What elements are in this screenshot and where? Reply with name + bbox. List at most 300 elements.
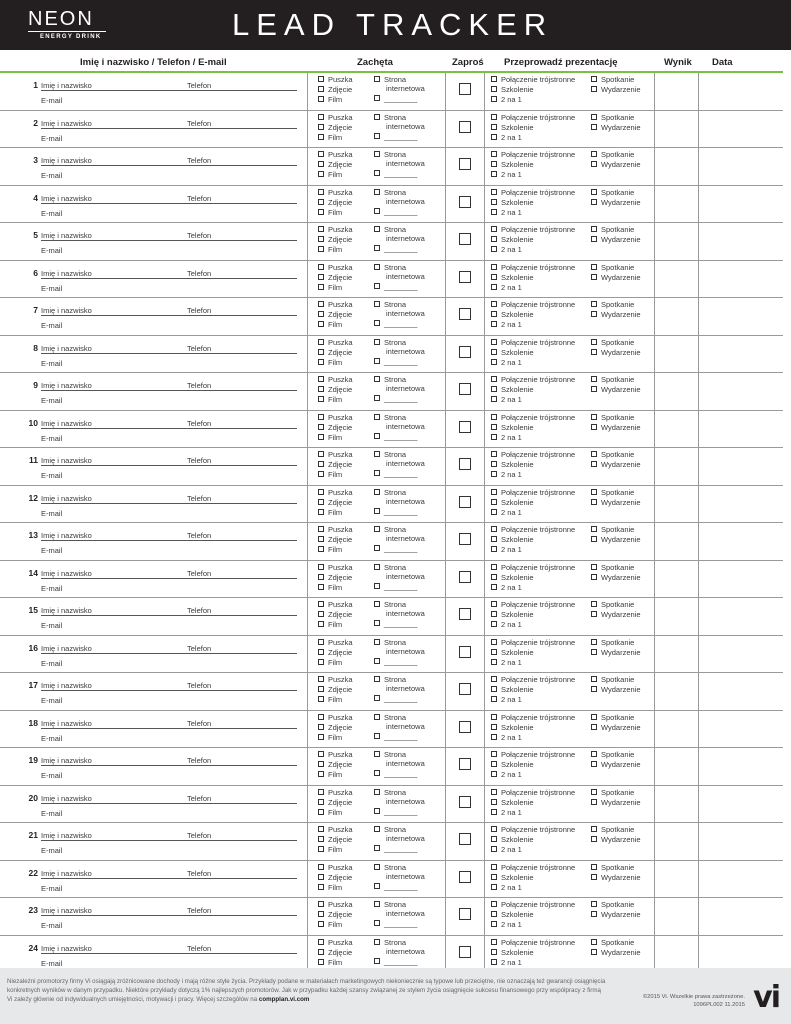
checkbox[interactable] — [491, 151, 497, 157]
option-szkolenie[interactable]: Szkolenie — [491, 873, 534, 882]
option-strona[interactable]: Strona — [374, 938, 406, 947]
option-other[interactable]: ________ — [374, 469, 417, 478]
checkbox[interactable] — [374, 733, 380, 739]
option-2na1[interactable]: 2 na 1 — [491, 133, 522, 142]
option-puszka[interactable]: Puszka — [318, 188, 353, 197]
checkbox[interactable] — [491, 386, 497, 392]
option-polaczenie[interactable]: Połączenie trójstronne — [491, 900, 575, 909]
checkbox[interactable] — [491, 686, 497, 692]
option-film[interactable]: Film — [318, 845, 342, 854]
checkbox[interactable] — [491, 526, 497, 532]
option-polaczenie[interactable]: Połączenie trójstronne — [491, 525, 575, 534]
checkbox[interactable] — [491, 751, 497, 757]
checkbox[interactable] — [374, 301, 380, 307]
option-puszka[interactable]: Puszka — [318, 450, 353, 459]
checkbox[interactable] — [491, 836, 497, 842]
option-puszka[interactable]: Puszka — [318, 338, 353, 347]
option-puszka[interactable]: Puszka — [318, 563, 353, 572]
checkbox[interactable] — [374, 489, 380, 495]
option-szkolenie[interactable]: Szkolenie — [491, 423, 534, 432]
invite-checkbox[interactable] — [459, 721, 471, 733]
checkbox[interactable] — [374, 770, 380, 776]
option-puszka[interactable]: Puszka — [318, 675, 353, 684]
option-other[interactable]: ________ — [374, 844, 417, 853]
option-other[interactable]: ________ — [374, 919, 417, 928]
option-szkolenie[interactable]: Szkolenie — [491, 648, 534, 657]
name-phone-line[interactable] — [41, 540, 297, 541]
option-other[interactable]: ________ — [374, 94, 417, 103]
checkbox[interactable] — [591, 499, 597, 505]
option-2na1[interactable]: 2 na 1 — [491, 170, 522, 179]
checkbox[interactable] — [491, 884, 497, 890]
option-spotkanie[interactable]: Spotkanie — [591, 600, 634, 609]
checkbox[interactable] — [491, 564, 497, 570]
option-other[interactable]: ________ — [374, 357, 417, 366]
invite-checkbox[interactable] — [459, 383, 471, 395]
checkbox[interactable] — [491, 659, 497, 665]
option-other[interactable]: ________ — [374, 882, 417, 891]
checkbox[interactable] — [491, 424, 497, 430]
option-polaczenie[interactable]: Połączenie trójstronne — [491, 563, 575, 572]
name-phone-line[interactable] — [41, 90, 297, 91]
checkbox[interactable] — [491, 846, 497, 852]
checkbox[interactable] — [318, 301, 324, 307]
checkbox[interactable] — [491, 396, 497, 402]
checkbox[interactable] — [491, 949, 497, 955]
name-phone-line[interactable] — [41, 165, 297, 166]
option-wydarzenie[interactable]: Wydarzenie — [591, 610, 641, 619]
invite-checkbox[interactable] — [459, 158, 471, 170]
option-zdjecie[interactable]: Zdjęcie — [318, 273, 352, 282]
checkbox[interactable] — [491, 546, 497, 552]
option-2na1[interactable]: 2 na 1 — [491, 658, 522, 667]
checkbox[interactable] — [591, 611, 597, 617]
checkbox[interactable] — [318, 76, 324, 82]
option-2na1[interactable]: 2 na 1 — [491, 733, 522, 742]
option-wydarzenie[interactable]: Wydarzenie — [591, 948, 641, 957]
option-polaczenie[interactable]: Połączenie trójstronne — [491, 750, 575, 759]
checkbox[interactable] — [374, 189, 380, 195]
name-phone-line[interactable] — [41, 390, 297, 391]
option-puszka[interactable]: Puszka — [318, 900, 353, 909]
option-spotkanie[interactable]: Spotkanie — [591, 563, 634, 572]
option-zdjecie[interactable]: Zdjęcie — [318, 498, 352, 507]
option-spotkanie[interactable]: Spotkanie — [591, 788, 634, 797]
name-phone-line[interactable] — [41, 765, 297, 766]
checkbox[interactable] — [491, 246, 497, 252]
checkbox[interactable] — [491, 86, 497, 92]
checkbox[interactable] — [374, 864, 380, 870]
option-strona[interactable]: Strona — [374, 488, 406, 497]
checkbox[interactable] — [491, 911, 497, 917]
checkbox[interactable] — [318, 489, 324, 495]
option-szkolenie[interactable]: Szkolenie — [491, 85, 534, 94]
checkbox[interactable] — [318, 461, 324, 467]
option-film[interactable]: Film — [318, 583, 342, 592]
option-szkolenie[interactable]: Szkolenie — [491, 610, 534, 619]
invite-checkbox[interactable] — [459, 346, 471, 358]
name-phone-line[interactable] — [41, 840, 297, 841]
checkbox[interactable] — [491, 734, 497, 740]
option-wydarzenie[interactable]: Wydarzenie — [591, 423, 641, 432]
checkbox[interactable] — [374, 283, 380, 289]
option-puszka[interactable]: Puszka — [318, 263, 353, 272]
option-film[interactable]: Film — [318, 133, 342, 142]
checkbox[interactable] — [374, 564, 380, 570]
invite-checkbox[interactable] — [459, 758, 471, 770]
checkbox[interactable] — [491, 114, 497, 120]
checkbox[interactable] — [491, 901, 497, 907]
checkbox[interactable] — [591, 414, 597, 420]
option-szkolenie[interactable]: Szkolenie — [491, 273, 534, 282]
checkbox[interactable] — [318, 799, 324, 805]
option-wydarzenie[interactable]: Wydarzenie — [591, 85, 641, 94]
checkbox[interactable] — [491, 649, 497, 655]
checkbox[interactable] — [591, 751, 597, 757]
checkbox[interactable] — [318, 959, 324, 965]
option-other[interactable]: ________ — [374, 657, 417, 666]
invite-checkbox[interactable] — [459, 833, 471, 845]
checkbox[interactable] — [318, 236, 324, 242]
invite-checkbox[interactable] — [459, 608, 471, 620]
option-polaczenie[interactable]: Połączenie trójstronne — [491, 375, 575, 384]
option-polaczenie[interactable]: Połączenie trójstronne — [491, 863, 575, 872]
option-other[interactable]: ________ — [374, 169, 417, 178]
checkbox[interactable] — [591, 301, 597, 307]
option-szkolenie[interactable]: Szkolenie — [491, 160, 534, 169]
checkbox[interactable] — [318, 911, 324, 917]
checkbox[interactable] — [491, 414, 497, 420]
checkbox[interactable] — [374, 151, 380, 157]
checkbox[interactable] — [491, 171, 497, 177]
checkbox[interactable] — [318, 209, 324, 215]
checkbox[interactable] — [374, 639, 380, 645]
option-strona[interactable]: Strona — [374, 75, 406, 84]
option-2na1[interactable]: 2 na 1 — [491, 845, 522, 854]
checkbox[interactable] — [318, 826, 324, 832]
option-puszka[interactable]: Puszka — [318, 638, 353, 647]
option-puszka[interactable]: Puszka — [318, 75, 353, 84]
checkbox[interactable] — [318, 246, 324, 252]
checkbox[interactable] — [374, 695, 380, 701]
checkbox[interactable] — [591, 114, 597, 120]
checkbox[interactable] — [374, 939, 380, 945]
option-puszka[interactable]: Puszka — [318, 750, 353, 759]
checkbox[interactable] — [318, 171, 324, 177]
option-spotkanie[interactable]: Spotkanie — [591, 188, 634, 197]
option-szkolenie[interactable]: Szkolenie — [491, 535, 534, 544]
checkbox[interactable] — [491, 359, 497, 365]
option-other[interactable]: ________ — [374, 694, 417, 703]
option-spotkanie[interactable]: Spotkanie — [591, 338, 634, 347]
option-other[interactable]: ________ — [374, 807, 417, 816]
checkbox[interactable] — [318, 789, 324, 795]
checkbox[interactable] — [318, 639, 324, 645]
checkbox[interactable] — [318, 771, 324, 777]
option-szkolenie[interactable]: Szkolenie — [491, 348, 534, 357]
option-zdjecie[interactable]: Zdjęcie — [318, 948, 352, 957]
option-strona[interactable]: Strona — [374, 750, 406, 759]
checkbox[interactable] — [318, 359, 324, 365]
checkbox[interactable] — [491, 864, 497, 870]
option-polaczenie[interactable]: Połączenie trójstronne — [491, 488, 575, 497]
checkbox[interactable] — [318, 564, 324, 570]
checkbox[interactable] — [318, 114, 324, 120]
checkbox[interactable] — [374, 526, 380, 532]
checkbox[interactable] — [591, 574, 597, 580]
checkbox[interactable] — [318, 264, 324, 270]
checkbox[interactable] — [591, 799, 597, 805]
option-strona[interactable]: Strona — [374, 263, 406, 272]
checkbox[interactable] — [318, 846, 324, 852]
option-film[interactable]: Film — [318, 770, 342, 779]
option-film[interactable]: Film — [318, 95, 342, 104]
option-film[interactable]: Film — [318, 395, 342, 404]
checkbox[interactable] — [491, 499, 497, 505]
checkbox[interactable] — [374, 883, 380, 889]
option-strona[interactable]: Strona — [374, 300, 406, 309]
name-phone-line[interactable] — [41, 278, 297, 279]
checkbox[interactable] — [318, 86, 324, 92]
checkbox[interactable] — [491, 584, 497, 590]
option-puszka[interactable]: Puszka — [318, 825, 353, 834]
checkbox[interactable] — [591, 686, 597, 692]
option-zdjecie[interactable]: Zdjęcie — [318, 910, 352, 919]
option-polaczenie[interactable]: Połączenie trójstronne — [491, 938, 575, 947]
checkbox[interactable] — [491, 321, 497, 327]
option-2na1[interactable]: 2 na 1 — [491, 508, 522, 517]
checkbox[interactable] — [591, 901, 597, 907]
checkbox[interactable] — [318, 949, 324, 955]
option-spotkanie[interactable]: Spotkanie — [591, 450, 634, 459]
checkbox[interactable] — [374, 676, 380, 682]
checkbox[interactable] — [318, 386, 324, 392]
option-wydarzenie[interactable]: Wydarzenie — [591, 160, 641, 169]
option-other[interactable]: ________ — [374, 394, 417, 403]
checkbox[interactable] — [374, 658, 380, 664]
name-phone-line[interactable] — [41, 428, 297, 429]
checkbox[interactable] — [374, 226, 380, 232]
option-polaczenie[interactable]: Połączenie trójstronne — [491, 225, 575, 234]
option-strona[interactable]: Strona — [374, 225, 406, 234]
option-wydarzenie[interactable]: Wydarzenie — [591, 723, 641, 732]
option-2na1[interactable]: 2 na 1 — [491, 95, 522, 104]
checkbox[interactable] — [591, 461, 597, 467]
checkbox[interactable] — [374, 601, 380, 607]
option-2na1[interactable]: 2 na 1 — [491, 358, 522, 367]
checkbox[interactable] — [318, 311, 324, 317]
option-szkolenie[interactable]: Szkolenie — [491, 460, 534, 469]
checkbox[interactable] — [318, 189, 324, 195]
option-2na1[interactable]: 2 na 1 — [491, 920, 522, 929]
option-film[interactable]: Film — [318, 433, 342, 442]
checkbox[interactable] — [374, 808, 380, 814]
option-strona[interactable]: Strona — [374, 188, 406, 197]
checkbox[interactable] — [374, 545, 380, 551]
option-other[interactable]: ________ — [374, 432, 417, 441]
checkbox[interactable] — [591, 376, 597, 382]
checkbox[interactable] — [374, 451, 380, 457]
checkbox[interactable] — [491, 471, 497, 477]
name-phone-line[interactable] — [41, 128, 297, 129]
checkbox[interactable] — [591, 911, 597, 917]
checkbox[interactable] — [491, 209, 497, 215]
invite-checkbox[interactable] — [459, 308, 471, 320]
checkbox[interactable] — [374, 339, 380, 345]
option-2na1[interactable]: 2 na 1 — [491, 395, 522, 404]
option-puszka[interactable]: Puszka — [318, 300, 353, 309]
checkbox[interactable] — [374, 470, 380, 476]
checkbox[interactable] — [591, 789, 597, 795]
option-strona[interactable]: Strona — [374, 825, 406, 834]
option-2na1[interactable]: 2 na 1 — [491, 470, 522, 479]
checkbox[interactable] — [374, 751, 380, 757]
name-phone-line[interactable] — [41, 915, 297, 916]
option-zdjecie[interactable]: Zdjęcie — [318, 85, 352, 94]
checkbox[interactable] — [591, 386, 597, 392]
option-wydarzenie[interactable]: Wydarzenie — [591, 198, 641, 207]
checkbox[interactable] — [318, 884, 324, 890]
option-zdjecie[interactable]: Zdjęcie — [318, 760, 352, 769]
option-other[interactable]: ________ — [374, 544, 417, 553]
checkbox[interactable] — [318, 499, 324, 505]
option-zdjecie[interactable]: Zdjęcie — [318, 648, 352, 657]
option-zdjecie[interactable]: Zdjęcie — [318, 385, 352, 394]
checkbox[interactable] — [491, 696, 497, 702]
checkbox[interactable] — [491, 301, 497, 307]
checkbox[interactable] — [374, 714, 380, 720]
option-wydarzenie[interactable]: Wydarzenie — [591, 910, 641, 919]
option-2na1[interactable]: 2 na 1 — [491, 695, 522, 704]
checkbox[interactable] — [374, 95, 380, 101]
checkbox[interactable] — [491, 809, 497, 815]
checkbox[interactable] — [374, 414, 380, 420]
checkbox[interactable] — [491, 76, 497, 82]
invite-checkbox[interactable] — [459, 871, 471, 883]
name-phone-line[interactable] — [41, 615, 297, 616]
name-phone-line[interactable] — [41, 578, 297, 579]
option-szkolenie[interactable]: Szkolenie — [491, 498, 534, 507]
checkbox[interactable] — [318, 864, 324, 870]
option-wydarzenie[interactable]: Wydarzenie — [591, 460, 641, 469]
option-polaczenie[interactable]: Połączenie trójstronne — [491, 188, 575, 197]
option-film[interactable]: Film — [318, 545, 342, 554]
checkbox[interactable] — [374, 826, 380, 832]
option-zdjecie[interactable]: Zdjęcie — [318, 573, 352, 582]
option-polaczenie[interactable]: Połączenie trójstronne — [491, 638, 575, 647]
option-film[interactable]: Film — [318, 920, 342, 929]
checkbox[interactable] — [491, 826, 497, 832]
option-zdjecie[interactable]: Zdjęcie — [318, 235, 352, 244]
checkbox[interactable] — [591, 601, 597, 607]
option-film[interactable]: Film — [318, 170, 342, 179]
option-spotkanie[interactable]: Spotkanie — [591, 375, 634, 384]
checkbox[interactable] — [318, 724, 324, 730]
checkbox[interactable] — [318, 659, 324, 665]
checkbox[interactable] — [374, 433, 380, 439]
checkbox[interactable] — [491, 284, 497, 290]
checkbox[interactable] — [491, 349, 497, 355]
option-strona[interactable]: Strona — [374, 638, 406, 647]
checkbox[interactable] — [318, 901, 324, 907]
option-strona[interactable]: Strona — [374, 600, 406, 609]
checkbox[interactable] — [491, 226, 497, 232]
checkbox[interactable] — [491, 189, 497, 195]
checkbox[interactable] — [591, 124, 597, 130]
checkbox[interactable] — [318, 536, 324, 542]
option-wydarzenie[interactable]: Wydarzenie — [591, 760, 641, 769]
option-spotkanie[interactable]: Spotkanie — [591, 863, 634, 872]
option-polaczenie[interactable]: Połączenie trójstronne — [491, 263, 575, 272]
option-wydarzenie[interactable]: Wydarzenie — [591, 273, 641, 282]
option-zdjecie[interactable]: Zdjęcie — [318, 835, 352, 844]
checkbox[interactable] — [591, 161, 597, 167]
option-zdjecie[interactable]: Zdjęcie — [318, 310, 352, 319]
invite-checkbox[interactable] — [459, 421, 471, 433]
checkbox[interactable] — [491, 724, 497, 730]
option-puszka[interactable]: Puszka — [318, 150, 353, 159]
option-wydarzenie[interactable]: Wydarzenie — [591, 535, 641, 544]
option-spotkanie[interactable]: Spotkanie — [591, 300, 634, 309]
checkbox[interactable] — [318, 414, 324, 420]
checkbox[interactable] — [591, 311, 597, 317]
checkbox[interactable] — [374, 264, 380, 270]
option-2na1[interactable]: 2 na 1 — [491, 883, 522, 892]
option-wydarzenie[interactable]: Wydarzenie — [591, 685, 641, 694]
checkbox[interactable] — [318, 151, 324, 157]
checkbox[interactable] — [318, 471, 324, 477]
option-polaczenie[interactable]: Połączenie trójstronne — [491, 600, 575, 609]
option-wydarzenie[interactable]: Wydarzenie — [591, 123, 641, 132]
option-wydarzenie[interactable]: Wydarzenie — [591, 310, 641, 319]
checkbox[interactable] — [318, 574, 324, 580]
option-film[interactable]: Film — [318, 245, 342, 254]
checkbox[interactable] — [318, 451, 324, 457]
checkbox[interactable] — [591, 151, 597, 157]
option-strona[interactable]: Strona — [374, 863, 406, 872]
option-2na1[interactable]: 2 na 1 — [491, 545, 522, 554]
option-film[interactable]: Film — [318, 658, 342, 667]
checkbox[interactable] — [318, 601, 324, 607]
option-spotkanie[interactable]: Spotkanie — [591, 413, 634, 422]
option-szkolenie[interactable]: Szkolenie — [491, 310, 534, 319]
checkbox[interactable] — [591, 489, 597, 495]
name-phone-line[interactable] — [41, 878, 297, 879]
option-other[interactable]: ________ — [374, 207, 417, 216]
checkbox[interactable] — [318, 434, 324, 440]
option-polaczenie[interactable]: Połączenie trójstronne — [491, 75, 575, 84]
option-wydarzenie[interactable]: Wydarzenie — [591, 235, 641, 244]
option-wydarzenie[interactable]: Wydarzenie — [591, 835, 641, 844]
invite-checkbox[interactable] — [459, 458, 471, 470]
checkbox[interactable] — [491, 611, 497, 617]
checkbox[interactable] — [491, 601, 497, 607]
checkbox[interactable] — [591, 676, 597, 682]
option-2na1[interactable]: 2 na 1 — [491, 583, 522, 592]
invite-checkbox[interactable] — [459, 683, 471, 695]
checkbox[interactable] — [591, 564, 597, 570]
checkbox[interactable] — [374, 583, 380, 589]
checkbox[interactable] — [318, 611, 324, 617]
option-strona[interactable]: Strona — [374, 450, 406, 459]
option-2na1[interactable]: 2 na 1 — [491, 245, 522, 254]
option-polaczenie[interactable]: Połączenie trójstronne — [491, 113, 575, 122]
option-polaczenie[interactable]: Połączenie trójstronne — [491, 338, 575, 347]
option-strona[interactable]: Strona — [374, 525, 406, 534]
option-szkolenie[interactable]: Szkolenie — [491, 910, 534, 919]
name-phone-line[interactable] — [41, 465, 297, 466]
name-phone-line[interactable] — [41, 803, 297, 804]
